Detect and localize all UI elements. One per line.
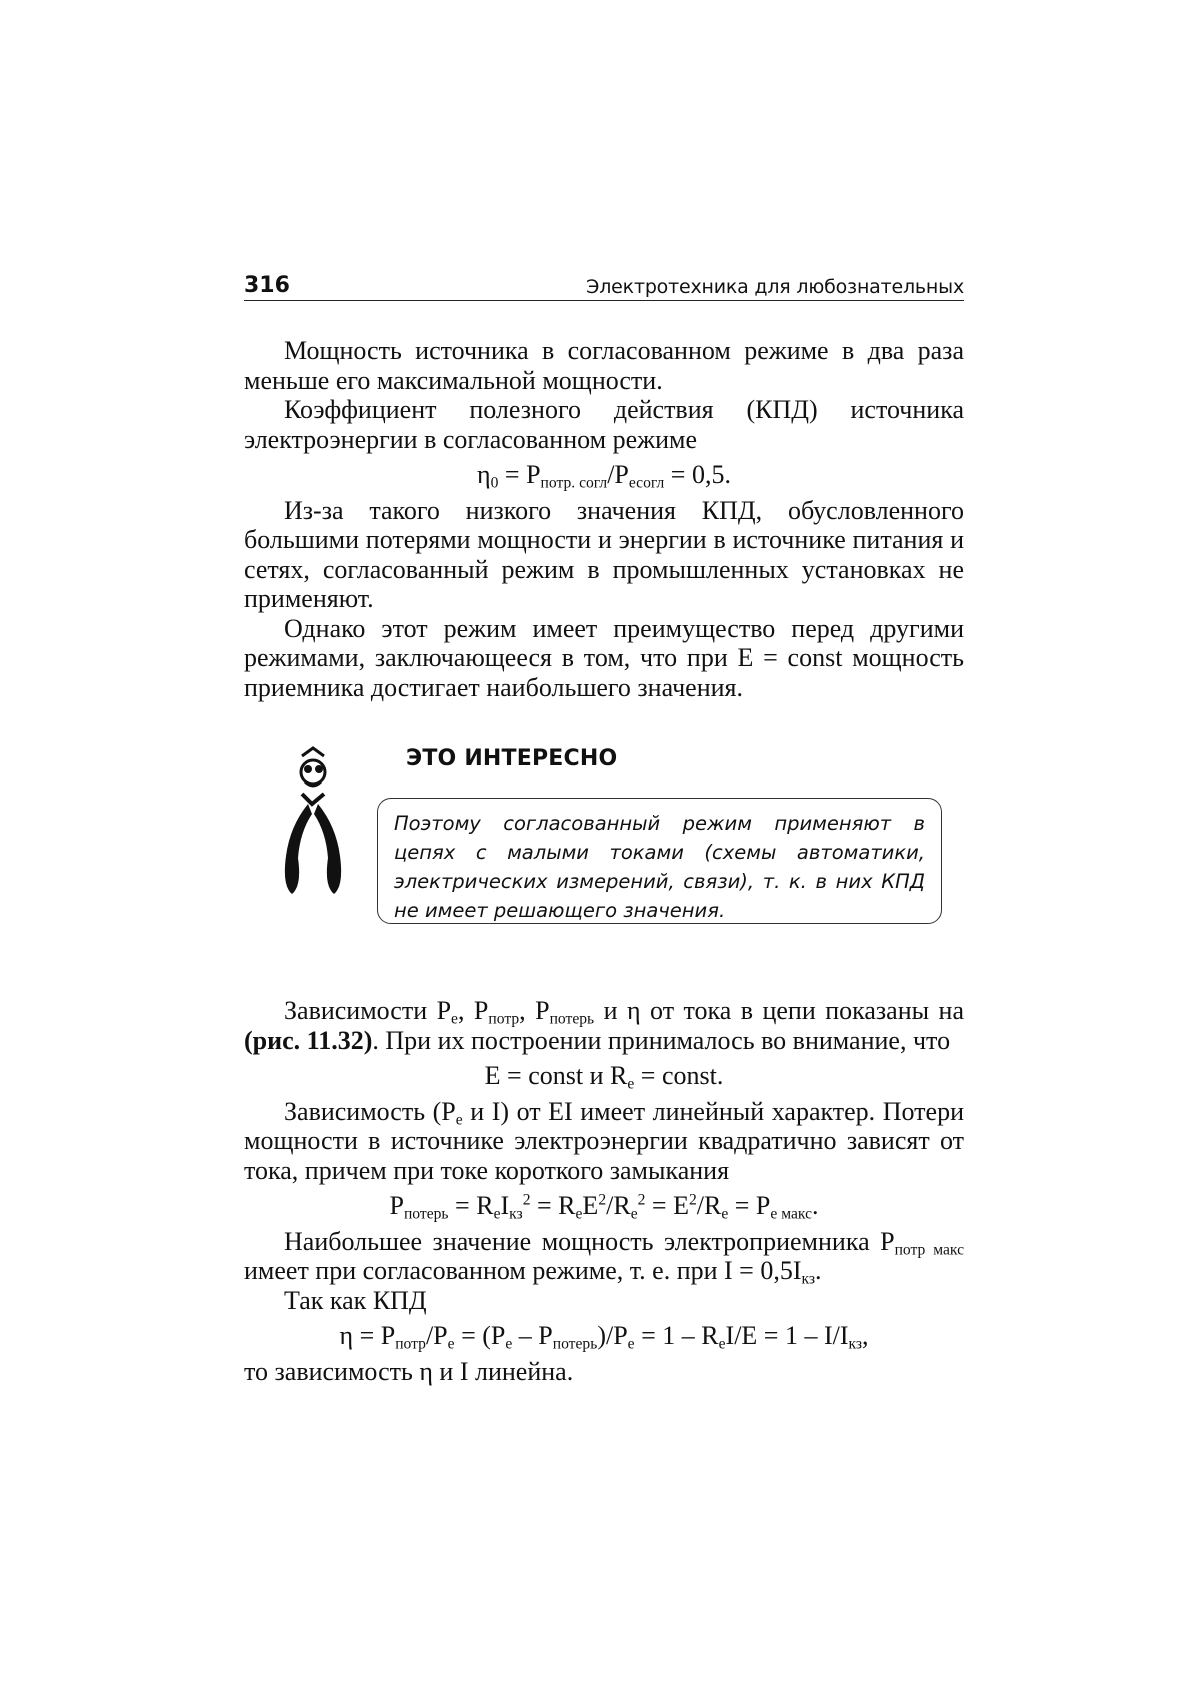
paragraph-9: то зависимость η и I линейна. [244,1357,964,1387]
formula-efficiency-matched: η0 = Pпотр. согл/Pесогл = 0,5. [244,460,964,490]
page-number: 316 [244,273,290,298]
pliers-mascot-icon [272,746,354,896]
interesting-fact-box: Поэтому согласованный режим применяют в цепях с малыми токами (схемы автоматики, электрических измерений, связи), т. к. в них КПД не имеет решающего значения. [377,798,942,924]
paragraph-4: Однако этот режим имеет преимущество перед другими режимами, заключающееся в том, что при E = const мощность приемника достигает наибольшего значения. [244,614,964,703]
paragraph-2: Коэффициент полезного действия (КПД) источника электроэнергии в согласованном режиме [244,395,964,454]
paragraph-7: Наибольшее значение мощность электроприемника Pпотр макс имеет при согласованном режиме, т. е. при I = 0,5Iкз. [244,1227,964,1286]
formula-loss-power: Pпотерь = ReIкз2 = ReE2/Re2 = E2/Re = Pe макс. [244,1191,964,1221]
formula-efficiency-linear: η = Pпотр/Pe = (Pe – Pпотерь)/Pe = 1 – ReI/E = 1 – I/Iкз, [244,1321,964,1351]
running-title: Электротехника для любознательных [586,276,964,298]
interesting-fact-block [244,742,964,972]
page-body [244,336,964,1386]
figure-reference-link[interactable]: (рис. 11.32) [244,1026,372,1055]
paragraph-1: Мощность источника в согласованном режиме в два раза меньше его максимальной мощности. [244,336,964,395]
formula-const-conditions: E = const и Re = const. [244,1061,964,1091]
paragraph-8: Так как КПД [244,1286,964,1316]
paragraph-3: Из-за такого низкого значения КПД, обусловленного большими потерями мощности и энергии в источнике питания и сетях, согласованный режим в промышленных установках не применяют. [244,496,964,614]
paragraph-6: Зависимость (Pe и I) от EI имеет линейный характер. Потери мощности в источнике электроэнергии квадратично зависят от тока, причем при токе короткого замыкания [244,1097,964,1186]
page-header [244,270,964,301]
paragraph-5: Зависимости Pe, Pпотр, Pпотерь и η от тока в цепи показаны на (рис. 11.32). При их построении принималось во внимание, что [244,996,964,1055]
interesting-fact-title: ЭТО ИНТЕРЕСНО [406,744,617,774]
